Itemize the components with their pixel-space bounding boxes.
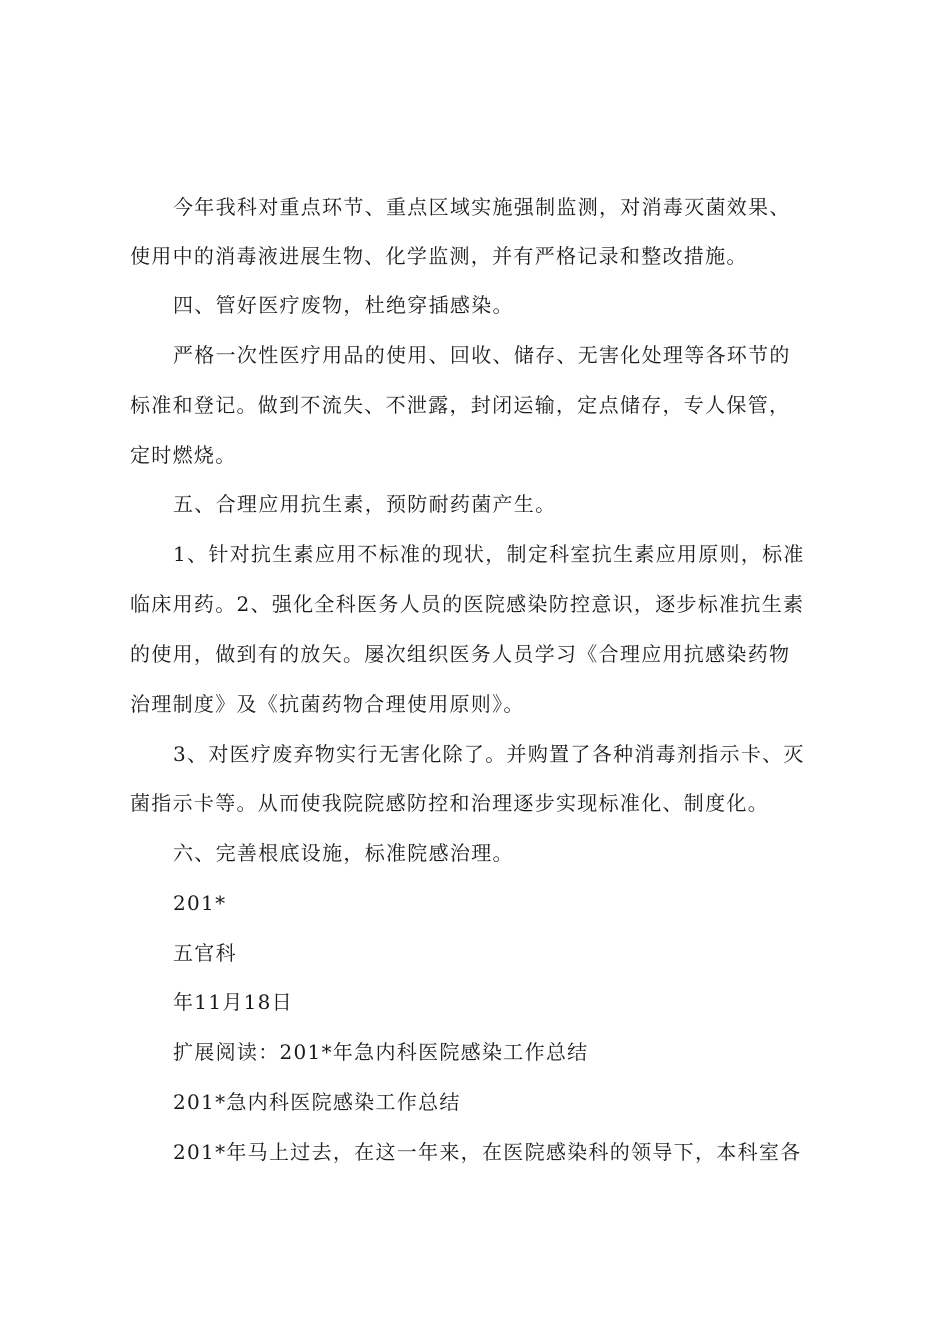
- paragraph-line: 今年我科对重点环节、重点区域实施强制监测，对消毒灭菌效果、: [173, 195, 791, 219]
- paragraph-line: 使用中的消毒液进展生物、化学监测，并有严格记录和整改措施。: [130, 244, 748, 268]
- paragraph-line: 严格一次性医疗用品的使用、回收、储存、无害化处理等各环节的: [173, 343, 791, 367]
- paragraph-line: 临床用药。2、强化全科医务人员的医院感染防控意识，逐步标准抗生素: [130, 592, 805, 616]
- paragraph-line: 标准和登记。做到不流失、不泄露，封闭运输，定点储存，专人保管，: [130, 393, 791, 417]
- paragraph-line: 的使用，做到有的放矢。屡次组织医务人员学习《合理应用抗感染药物: [130, 642, 791, 666]
- paragraph-line: 定时燃烧。: [130, 443, 237, 467]
- signature-year: 201*: [173, 891, 227, 915]
- section-heading: 五、合理应用抗生素，预防耐药菌产生。: [173, 492, 557, 516]
- section-heading: 四、管好医疗废物，杜绝穿插感染。: [173, 293, 514, 317]
- paragraph-line: 菌指示卡等。从而使我院院感防控和治理逐步实现标准化、制度化。: [130, 791, 769, 815]
- article-title: 201*急内科医院感染工作总结: [173, 1090, 461, 1114]
- paragraph-line: 201*年马上过去，在这一年来，在医院感染科的领导下，本科室各: [173, 1140, 802, 1164]
- signature-date: 年11月18日: [173, 990, 293, 1014]
- paragraph-line: 1、针对抗生素应用不标准的现状，制定科室抗生素应用原则，标准: [173, 542, 805, 566]
- section-heading: 六、完善根底设施，标准院感治理。: [173, 841, 514, 865]
- paragraph-line: 治理制度》及《抗菌药物合理使用原则》。: [130, 692, 525, 716]
- extended-reading-title: 扩展阅读：201*年急内科医院感染工作总结: [173, 1040, 589, 1064]
- paragraph-line: 3、对医疗废弃物实行无害化除了。并购置了各种消毒剂指示卡、灭: [173, 742, 805, 766]
- signature-department: 五官科: [173, 941, 237, 965]
